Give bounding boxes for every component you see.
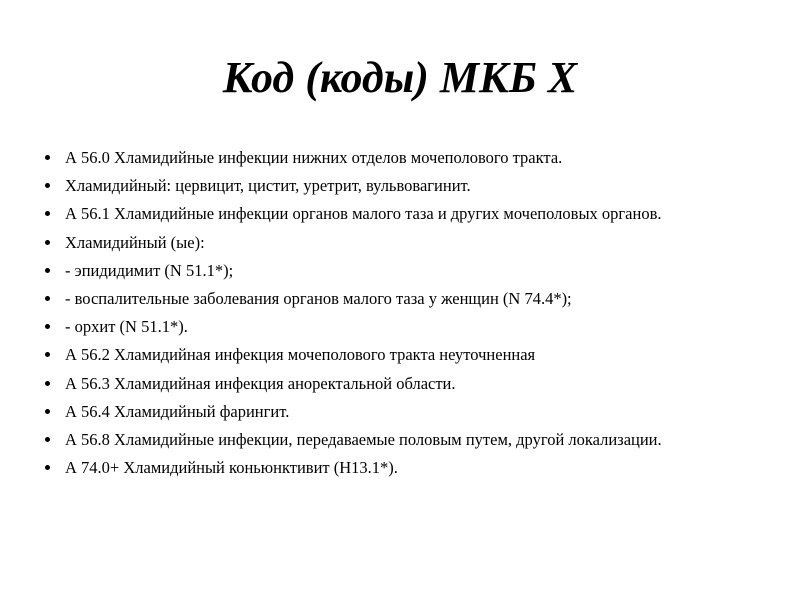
slide-title: Код (коды) МКБ X (222, 53, 578, 102)
list-item (40, 314, 740, 339)
list-item (40, 145, 740, 170)
list-item-text: А 56.1 Хламидийные инфекции органов малого таза и других мочеполовых органов. (65, 204, 662, 224)
list-item (40, 258, 740, 283)
list-item (40, 342, 740, 367)
list-item-text: А 56.8 Хламидийные инфекции, передаваемые половым путем, другой локализации. (65, 429, 662, 449)
bullet-icon (45, 437, 50, 442)
bullet-icon (45, 381, 50, 386)
bullet-icon (45, 409, 50, 414)
list-item-text: Хламидийный (ые): (65, 232, 205, 252)
bullet-icon (45, 352, 50, 357)
list-item-text: - эпидидимит (N 51.1*); (65, 260, 234, 280)
list-item (40, 173, 740, 198)
list-item-text: Хламидийный: цервицит, цистит, уретрит, вульвовагинит. (65, 176, 471, 196)
bullet-icon (45, 240, 50, 245)
list-item-text: А 56.0 Хламидийные инфекции нижних отделов мочеполового тракта. (65, 148, 563, 167)
bullet-icon (45, 465, 50, 470)
bullet-icon (45, 211, 50, 216)
list-item (40, 455, 740, 480)
bullet-icon (45, 155, 50, 160)
list-item-text: А 56.2 Хламидийная инфекция мочеполового тракта неуточненная (65, 345, 536, 365)
list-item (40, 201, 740, 226)
bullet-icon (45, 324, 50, 329)
list-item (40, 286, 740, 311)
list-item (40, 399, 740, 424)
list-item-text: А 56.3 Хламидийная инфекция аноректальной области. (65, 373, 456, 393)
list-item (40, 427, 740, 452)
list-item (40, 371, 740, 396)
bullet-icon (45, 296, 50, 301)
bullet-list (40, 145, 740, 483)
list-item-text: - воспалительные заболевания органов малого таза у женщин (N 74.4*); (65, 288, 572, 308)
list-item-text: А 56.4 Хламидийный фарингит. (65, 401, 290, 421)
list-item-text: - орхит (N 51.1*). (65, 317, 188, 337)
list-item (40, 230, 740, 255)
list-item-text: А 74.0+ Хламидийный коньюнктивит (Н13.1*). (65, 458, 398, 478)
bullet-icon (45, 183, 50, 188)
bullet-icon (45, 268, 50, 273)
